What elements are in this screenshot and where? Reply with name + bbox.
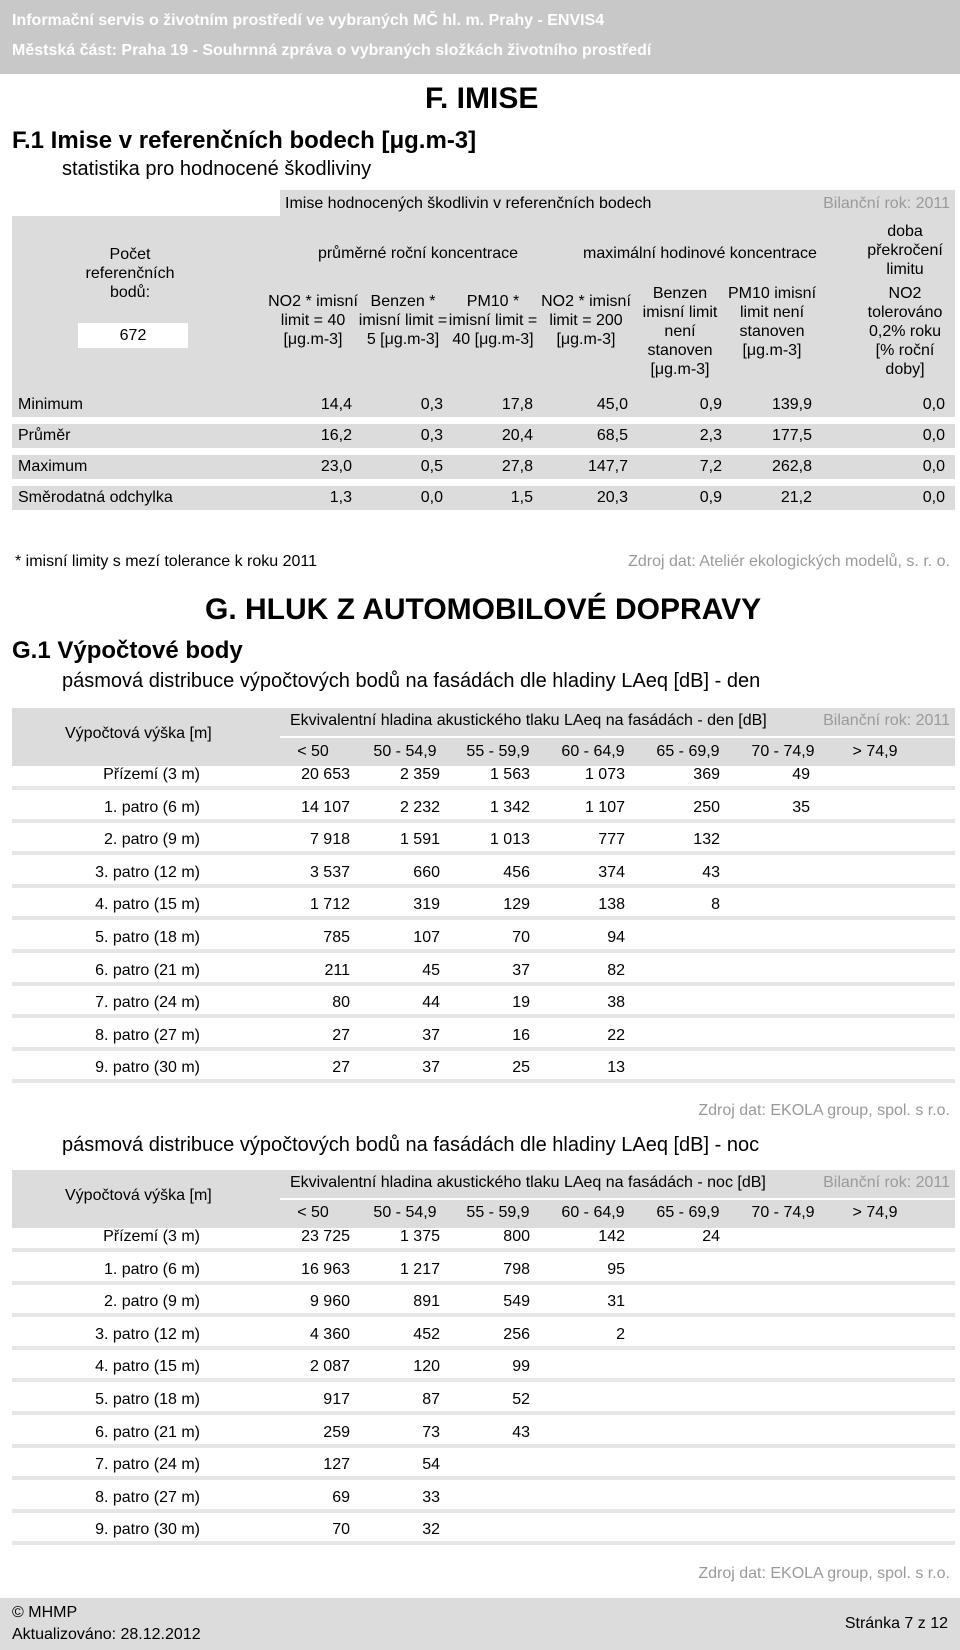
f-cell: 20,3 (596, 489, 628, 506)
day-cell: 138 (598, 896, 625, 914)
day-header-divider (280, 736, 955, 738)
day-row-divider (12, 884, 955, 888)
day-cell: 456 (503, 863, 530, 881)
f-title: F. IMISE (425, 82, 539, 115)
day-cell: 1 712 (309, 896, 350, 914)
day-cell: 660 (413, 863, 440, 881)
night-height-label: Výpočtová výška [m] (65, 1187, 212, 1204)
night-table-title: Ekvivalentní hladina akustického tlaku LAeq na fasádách - noc [dB] (290, 1174, 766, 1191)
night-cell: 54 (422, 1456, 440, 1474)
f-column-header: PM10 * imisní limit = 40 [μg.m-3] (448, 293, 538, 348)
day-cell: 27 (332, 1026, 350, 1044)
night-row-divider (12, 1281, 955, 1285)
f-cell: 0,0 (922, 427, 945, 444)
f-cell: 147,7 (587, 458, 628, 475)
night-header-divider (280, 1198, 955, 1200)
day-cell: 22 (607, 1026, 625, 1044)
night-row-divider (12, 1313, 955, 1317)
night-row-divider (12, 1346, 955, 1350)
header-line-2: Městská část: Praha 19 - Souhrnná zpráva o vybraných složkách životního prostředí (12, 42, 652, 59)
night-cell: 4 360 (309, 1325, 350, 1343)
night-row-label: 2. patro (9 m) (103, 1293, 200, 1311)
day-row-divider (12, 851, 955, 855)
day-cell: 49 (792, 766, 810, 783)
day-cell: 43 (702, 863, 720, 881)
day-cell: 45 (422, 961, 440, 979)
day-cell: 44 (422, 994, 440, 1012)
night-cell: 1 375 (399, 1228, 440, 1245)
day-row-label: 3. patro (12 m) (95, 863, 200, 881)
day-row-divider (12, 819, 955, 823)
day-band-header: 65 - 69,9 (656, 743, 720, 760)
f-row-label: Minimum (18, 396, 83, 413)
day-row-divider (12, 949, 955, 953)
day-row-label: 9. patro (30 m) (95, 1059, 200, 1077)
day-cell: 70 (512, 929, 530, 946)
day-cell: 14 107 (301, 798, 350, 816)
night-row-label: 6. patro (21 m) (95, 1423, 200, 1441)
night-source: Zdroj dat: EKOLA group, spol. s r.o. (698, 1565, 950, 1582)
day-cell: 2 232 (399, 798, 440, 816)
night-cell: 31 (607, 1293, 625, 1311)
f1-section-title: F.1 Imise v referenčních bodech [μg.m-3] (12, 127, 477, 154)
night-row-label: 9. patro (30 m) (95, 1521, 200, 1539)
night-year: Bilanční rok: 2011 (823, 1174, 950, 1191)
f-cell: 20,4 (501, 427, 533, 444)
day-cell: 27 (332, 1059, 350, 1077)
day-cell: 1 342 (489, 798, 530, 816)
day-row-label: 1. patro (6 m) (103, 798, 200, 816)
day-cell: 19 (512, 994, 530, 1012)
night-cell: 70 (332, 1521, 350, 1539)
g-title: G. HLUK Z AUTOMOBILOVÉ DOPRAVY (205, 593, 762, 626)
day-cell: 369 (693, 766, 720, 783)
f-cell: 16,2 (320, 427, 352, 444)
night-row-label: 1. patro (6 m) (103, 1260, 200, 1278)
f-cell: 23,0 (320, 458, 352, 475)
night-cell: 73 (422, 1423, 440, 1441)
day-row-label: 7. patro (24 m) (95, 994, 200, 1012)
f-cell: 7,2 (699, 458, 722, 475)
day-cell: 94 (607, 929, 625, 946)
day-row-divider (12, 1047, 955, 1051)
group-average-label: průměrné roční koncentrace (317, 245, 519, 262)
day-row-label: 8. patro (27 m) (95, 1026, 200, 1044)
day-cell: 82 (607, 961, 625, 979)
night-cell: 800 (503, 1228, 530, 1245)
day-row-label: 4. patro (15 m) (95, 896, 200, 914)
night-cell: 24 (702, 1228, 720, 1245)
day-cell: 250 (693, 798, 720, 816)
f-cell: 17,8 (501, 396, 533, 413)
footer-page-number: Stránka 7 z 12 (844, 1615, 948, 1632)
f-cell: 14,4 (320, 396, 352, 413)
f1-subtitle: statistika pro hodnocené škodliviny (62, 158, 372, 180)
night-row-divider (12, 1476, 955, 1480)
night-cell: 95 (607, 1260, 625, 1278)
night-cell: 259 (323, 1423, 350, 1441)
day-year: Bilanční rok: 2011 (823, 712, 950, 729)
night-subtitle: pásmová distribuce výpočtových bodů na fasádách dle hladiny LAeq [dB] - noc (62, 1134, 760, 1156)
night-cell: 16 963 (301, 1260, 350, 1278)
f-column-header: Benzen * imisní limit = 5 [μg.m-3] (358, 293, 448, 348)
day-subtitle: pásmová distribuce výpočtových bodů na fasádách dle hladiny LAeq [dB] - den (62, 670, 761, 692)
night-row-label: 3. patro (12 m) (95, 1325, 200, 1343)
night-cell: 452 (413, 1325, 440, 1343)
night-cell: 891 (413, 1293, 440, 1311)
f-cell: 0,0 (922, 458, 945, 475)
day-cell: 1 013 (489, 831, 530, 849)
f-cell: 2,3 (699, 427, 722, 444)
night-cell: 9 960 (309, 1293, 350, 1311)
night-cell: 43 (512, 1423, 530, 1441)
page-header (0, 0, 960, 74)
night-row-label: 8. patro (27 m) (95, 1488, 200, 1506)
day-cell: 20 653 (301, 766, 350, 783)
f-column-header: NO2 * imisní limit = 40 [μg.m-3] (268, 293, 358, 348)
f-year: Bilanční rok: 2011 (823, 195, 950, 212)
day-cell: 35 (792, 798, 810, 816)
night-cell: 2 (616, 1325, 625, 1343)
day-cell: 1 563 (489, 766, 530, 783)
day-height-label: Výpočtová výška [m] (65, 725, 212, 742)
f-note: * imisní limity s mezí tolerance k roku 2011 (15, 553, 318, 570)
night-cell: 127 (323, 1456, 350, 1474)
night-cell: 142 (598, 1228, 625, 1245)
f-cell: 1,5 (510, 489, 533, 506)
night-row-divider (12, 1248, 955, 1252)
night-row-divider (12, 1541, 955, 1545)
day-cell: 1 107 (584, 798, 625, 816)
day-band-header: > 74,9 (852, 743, 898, 760)
day-cell: 211 (324, 961, 350, 979)
day-row-label: 6. patro (21 m) (95, 961, 200, 979)
day-cell: 2 359 (399, 766, 440, 783)
day-cell: 1 591 (399, 831, 440, 849)
f-column-header: PM10 imisní limit není stanoven [μg.m-3] (727, 285, 817, 359)
night-cell: 256 (503, 1325, 530, 1343)
f-cell: 262,8 (771, 458, 812, 475)
night-cell: 99 (512, 1358, 530, 1376)
day-band-header: 55 - 59,9 (466, 743, 530, 760)
day-cell: 129 (503, 896, 530, 914)
night-row-divider (12, 1411, 955, 1415)
day-row-label: 5. patro (18 m) (95, 929, 200, 946)
f-table-title: Imise hodnocených škodlivin v referenčních bodech (285, 195, 652, 212)
night-band-header: > 74,9 (852, 1204, 898, 1221)
f-cell: 21,2 (780, 489, 812, 506)
day-cell: 132 (693, 831, 720, 849)
day-cell: 319 (413, 896, 440, 914)
f-cell: 177,5 (771, 427, 812, 444)
night-band-header: 55 - 59,9 (466, 1204, 530, 1221)
f-column-header: NO2 * imisní limit = 200 [μg.m-3] (541, 293, 631, 348)
night-band-header: 50 - 54,9 (373, 1204, 437, 1221)
f-cell: 1,3 (329, 489, 352, 506)
night-cell: 52 (512, 1391, 530, 1408)
day-band-header: 70 - 74,9 (751, 743, 815, 760)
day-cell: 37 (422, 1026, 440, 1044)
f-cell: 0,0 (922, 396, 945, 413)
day-cell: 16 (512, 1026, 530, 1044)
night-cell: 1 217 (399, 1260, 440, 1278)
day-cell: 1 073 (584, 766, 625, 783)
day-table-title: Ekvivalentní hladina akustického tlaku LAeq na fasádách - den [dB] (290, 712, 767, 729)
day-source: Zdroj dat: EKOLA group, spol. s r.o. (698, 1102, 950, 1119)
night-band-header: 70 - 74,9 (751, 1204, 815, 1221)
f-column-header: Benzen imisní limit není stanoven [μg.m-3] (642, 285, 718, 378)
footer-copyright: © MHMP (12, 1604, 78, 1621)
day-cell: 8 (711, 896, 720, 914)
night-cell: 69 (332, 1488, 350, 1506)
f-cell: 0,3 (420, 427, 443, 444)
day-cell: 777 (598, 831, 625, 849)
day-row-divider (12, 982, 955, 986)
night-cell: 549 (503, 1293, 530, 1311)
page-footer (0, 1598, 960, 1650)
group-maximum-label: maximální hodinové koncentrace (583, 245, 817, 262)
night-row-label: Přízemí (3 m) (103, 1228, 200, 1245)
f-cell: 27,8 (501, 458, 533, 475)
group-exceedance-label: doba překročení limitu (867, 223, 943, 278)
count-label: Počet referenčních bodů: (85, 246, 175, 301)
day-cell: 785 (323, 929, 350, 946)
night-row-divider (12, 1378, 955, 1382)
day-row-divider (12, 1079, 955, 1083)
night-row-label: 7. patro (24 m) (95, 1456, 200, 1474)
f-cell: 0,3 (420, 396, 443, 413)
day-cell: 107 (413, 929, 440, 946)
day-cell: 37 (422, 1059, 440, 1077)
f-row-label: Maximum (18, 458, 88, 475)
day-band-header: < 50 (297, 743, 329, 760)
day-row-divider (12, 916, 955, 920)
night-cell: 798 (503, 1260, 530, 1278)
f-row-label: Průměr (18, 427, 71, 444)
day-cell: 25 (512, 1059, 530, 1077)
night-cell: 23 725 (301, 1228, 350, 1245)
f-cell: 0,0 (420, 489, 443, 506)
header-line-1: Informační servis o životním prostředí ve vybraných MČ hl. m. Prahy - ENVIS4 (12, 12, 605, 29)
night-band-header: 60 - 64,9 (561, 1204, 625, 1221)
night-cell: 33 (422, 1488, 440, 1506)
night-row-label: 5. patro (18 m) (95, 1391, 200, 1408)
f-column-header: NO2 tolerováno 0,2% roku [% roční doby] (867, 285, 943, 378)
count-value: 672 (119, 327, 147, 344)
night-band-header: < 50 (297, 1204, 329, 1221)
day-cell: 374 (598, 863, 625, 881)
day-cell: 3 537 (309, 863, 350, 881)
day-row-divider (12, 1014, 955, 1018)
day-row-label: 2. patro (9 m) (103, 831, 200, 849)
night-cell: 87 (422, 1391, 440, 1408)
f-cell: 0,0 (922, 489, 945, 506)
night-cell: 2 087 (309, 1358, 350, 1376)
f-cell: 0,9 (699, 396, 722, 413)
day-cell: 37 (512, 961, 530, 979)
day-cell: 80 (332, 994, 350, 1012)
night-row-label: 4. patro (15 m) (95, 1358, 200, 1376)
day-cell: 13 (607, 1059, 625, 1077)
f-row-label: Směrodatná odchylka (18, 489, 173, 506)
f-cell: 139,9 (771, 396, 812, 413)
footer-updated: Aktualizováno: 28.12.2012 (12, 1626, 201, 1643)
night-cell: 917 (323, 1391, 350, 1408)
f-cell: 0,5 (420, 458, 443, 475)
night-row-divider (12, 1444, 955, 1448)
day-band-header: 60 - 64,9 (561, 743, 625, 760)
day-band-header: 50 - 54,9 (373, 743, 437, 760)
g1-section-title: G.1 Výpočtové body (12, 637, 243, 664)
day-row-divider (12, 786, 955, 790)
night-band-header: 65 - 69,9 (656, 1204, 720, 1221)
night-row-divider (12, 1509, 955, 1513)
f-cell: 45,0 (596, 396, 628, 413)
day-cell: 38 (607, 994, 625, 1012)
f-cell: 68,5 (596, 427, 628, 444)
night-cell: 32 (422, 1521, 440, 1539)
f-source: Zdroj dat: Ateliér ekologických modelů, s. r. o. (628, 553, 950, 570)
night-cell: 120 (413, 1358, 440, 1376)
day-cell: 7 918 (309, 831, 350, 849)
day-row-label: Přízemí (3 m) (103, 766, 200, 783)
f-cell: 0,9 (699, 489, 722, 506)
